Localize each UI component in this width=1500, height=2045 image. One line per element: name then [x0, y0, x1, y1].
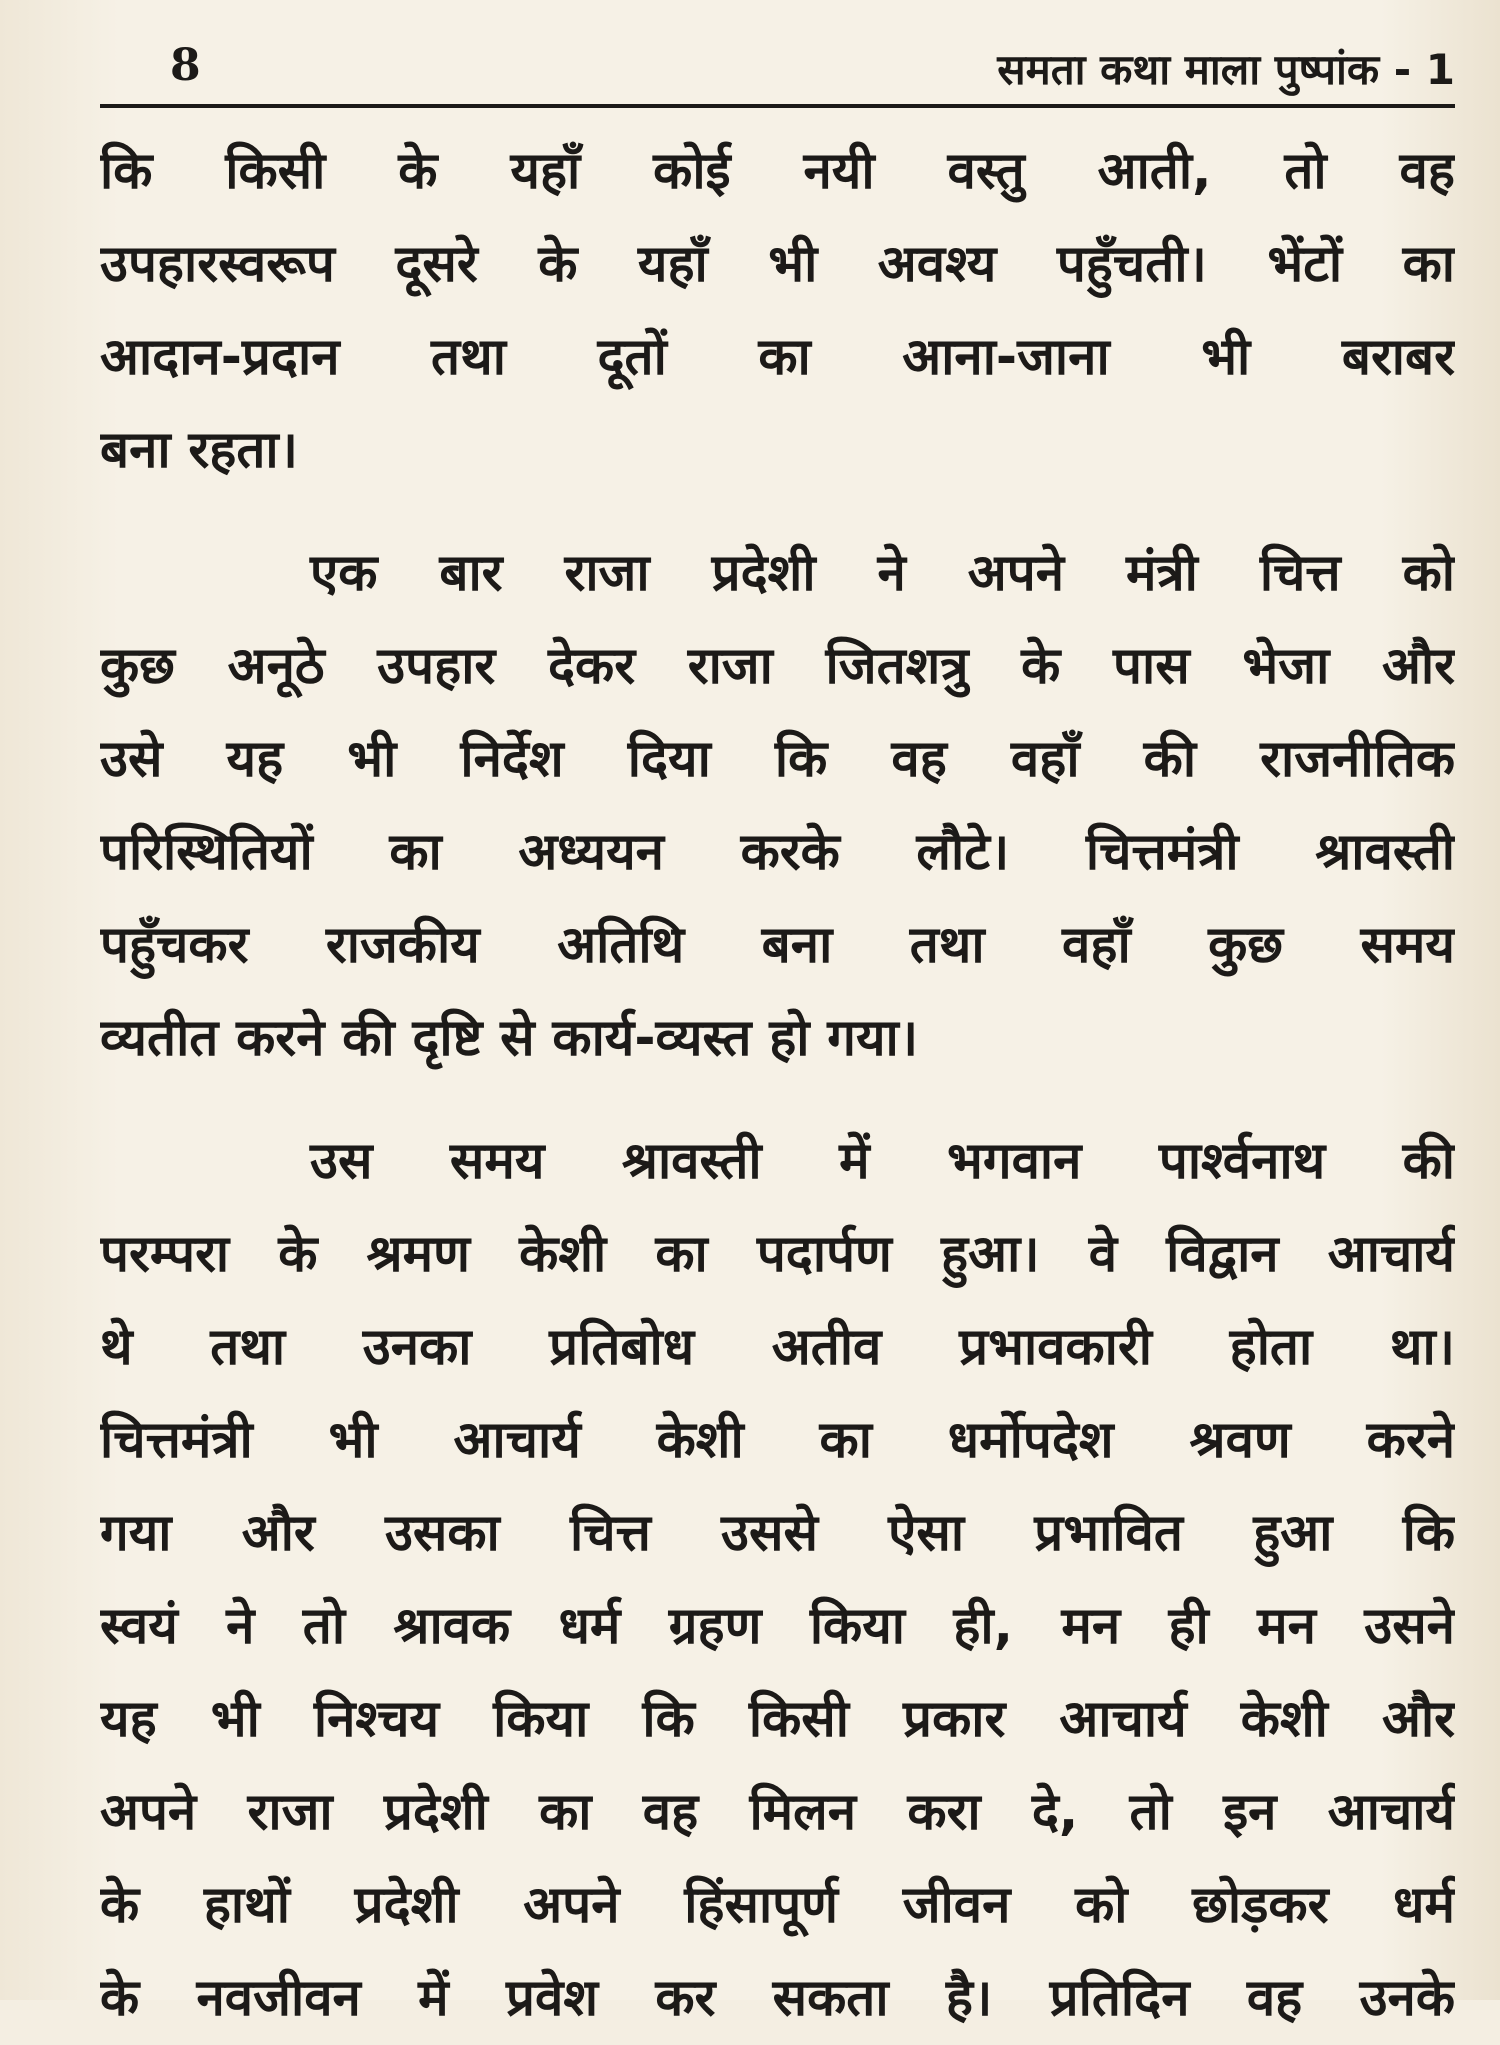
text-line: आदान-प्रदान तथा दूतों का आना-जाना भी बराबर [100, 328, 1455, 387]
text-line: यह भी निश्चय किया कि किसी प्रकार आचार्य केशी और [100, 1690, 1455, 1749]
text-line: थे तथा उनका प्रतिबोध अतीव प्रभावकारी होता था। [100, 1318, 1455, 1377]
paragraph-3 [100, 1115, 1455, 2045]
text-line: अपने राजा प्रदेशी का वह मिलन करा दे, तो इन आचार्य [100, 1783, 1455, 1842]
paragraph-1 [100, 125, 1455, 497]
text-line: चित्तमंत्री भी आचार्य केशी का धर्मोपदेश श्रवण करने [100, 1411, 1455, 1470]
page-header [100, 30, 1455, 110]
text-line: पहुँचकर राजकीय अतिथि बना तथा वहाँ कुछ समय [100, 916, 1455, 975]
text-line: उस समय श्रावस्ती में भगवान पार्श्वनाथ की [310, 1132, 1455, 1191]
text-line: गया और उसका चित्त उससे ऐसा प्रभावित हुआ कि [100, 1504, 1455, 1563]
text-line: के हाथों प्रदेशी अपने हिंसापूर्ण जीवन को छोड़कर धर्म [100, 1876, 1455, 1935]
text-line: व्यतीत करने की दृष्टि से कार्य-व्यस्त हो गया। [100, 1009, 919, 1068]
text-line: के नवजीवन में प्रवेश कर सकता है। प्रतिदिन वह उनके [100, 1969, 1455, 2028]
text-line: उसे यह भी निर्देश दिया कि वह वहाँ की राजनीतिक [100, 730, 1455, 789]
header-rule [100, 104, 1455, 108]
text-line: बना रहता। [100, 421, 298, 480]
body-text [100, 125, 1455, 2045]
running-title: समता कथा माला पुष्पांक - 1 [997, 45, 1455, 94]
text-line: उपहारस्वरूप दूसरे के यहाँ भी अवश्य पहुँचती। भेंटों का [100, 235, 1455, 294]
paragraph-gap [100, 1085, 1455, 1115]
text-line: परिस्थितियों का अध्ययन करके लौटे। चित्तमंत्री श्रावस्ती [100, 823, 1455, 882]
text-line: कि किसी के यहाँ कोई नयी वस्तु आती, तो वह [100, 142, 1455, 201]
page-number: 8 [170, 40, 201, 91]
text-line: कुछ अनूठे उपहार देकर राजा जितशत्रु के पास भेजा और [100, 637, 1455, 696]
text-line: स्वयं ने तो श्रावक धर्म ग्रहण किया ही, मन ही मन उसने [100, 1597, 1455, 1656]
text-line: परम्परा के श्रमण केशी का पदार्पण हुआ। वे विद्वान आचार्य [100, 1225, 1455, 1284]
paragraph-2 [100, 527, 1455, 1085]
text-line: एक बार राजा प्रदेशी ने अपने मंत्री चित्त को [310, 544, 1455, 603]
paragraph-gap [100, 497, 1455, 527]
